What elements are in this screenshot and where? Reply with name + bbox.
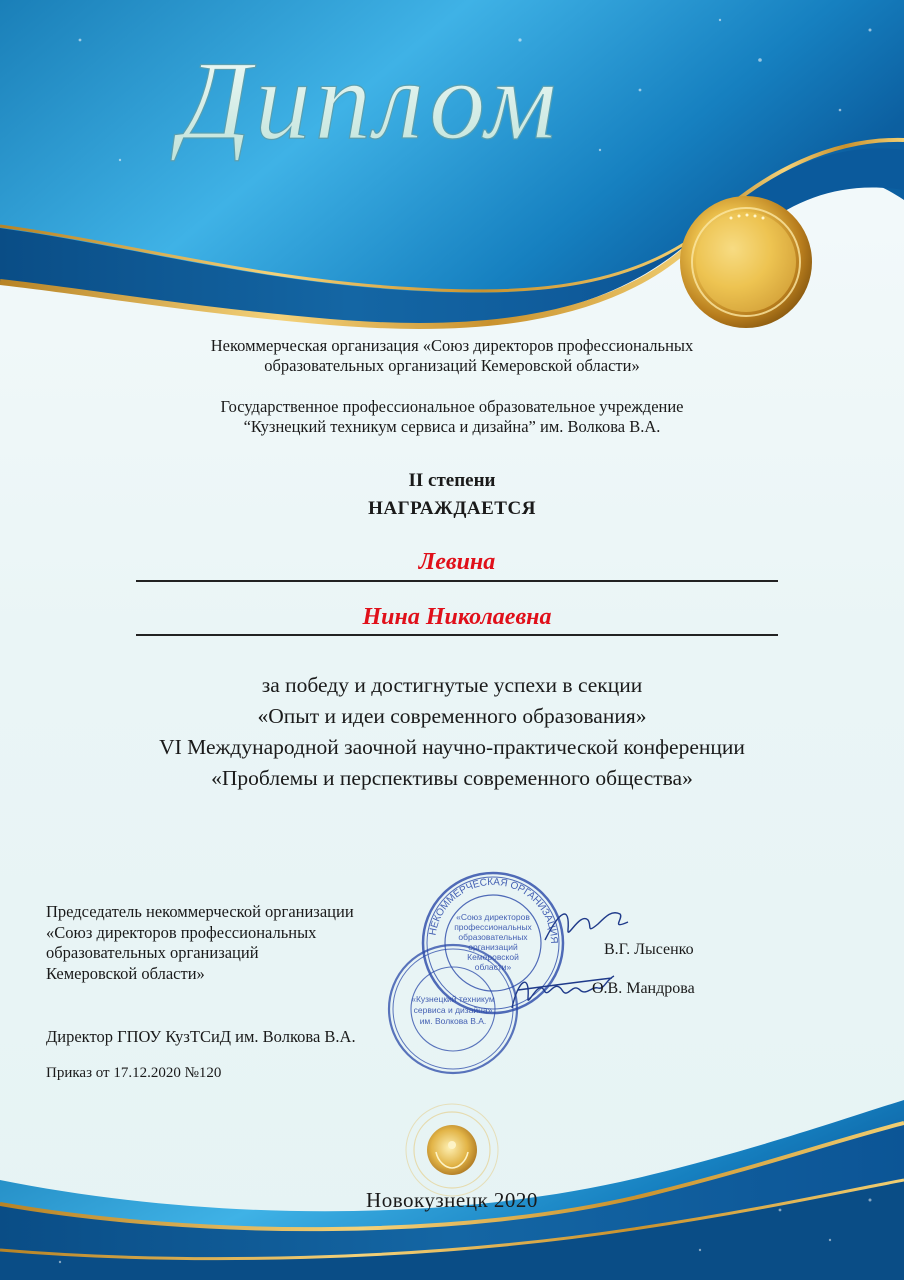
diploma-title (0, 40, 904, 170)
director-title: Директор ГПОУ КузТСиД им. Волкова В.А. (46, 1027, 356, 1046)
chairman-line-3: образовательных организаций (46, 943, 259, 962)
svg-text:«Кузнецкий техникум: «Кузнецкий техникум (411, 994, 495, 1004)
svg-text:области»: области» (474, 962, 512, 972)
svg-text:организаций: организаций (468, 942, 518, 952)
recipient-name: Нина Николаевна (362, 604, 552, 630)
svg-text:сервиса и дизайна»: сервиса и дизайна» (413, 1005, 493, 1015)
name-underline (136, 634, 778, 636)
chairman-name: В.Г. Лысенко (604, 941, 694, 958)
award-heading: НАГРАЖДАЕТСЯ (368, 498, 536, 519)
reason-line-3: VI Международной заочной научно-практической конференции (159, 735, 745, 759)
award-reason (60, 670, 844, 794)
chairman-line-2: «Союз директоров профессиональных (46, 922, 317, 942)
title-text: Диплом (179, 40, 561, 163)
organization-2-line-2: “Кузнецкий техникум сервиса и дизайна” им. Волкова В.А. (243, 417, 661, 436)
stamp-technical-school (384, 940, 522, 1078)
organization-2 (60, 397, 844, 437)
city-year: Новокузнецк 2020 (366, 1188, 538, 1212)
svg-text:образовательных: образовательных (458, 932, 528, 942)
award-degree: II степени (408, 470, 496, 491)
chairman-title (46, 902, 354, 984)
order-reference: Приказ от 17.12.2020 №120 (46, 1065, 222, 1081)
organization-1 (60, 336, 844, 376)
reason-line-2: «Опыт и идеи современного образования» (257, 704, 647, 728)
surname-underline (136, 580, 778, 582)
recipient-surname: Левина (418, 549, 496, 575)
organization-1-line-1: Некоммерческая организация «Союз директоров профессиональных (210, 336, 694, 355)
svg-text:профессиональных: профессиональных (454, 922, 532, 932)
organization-2-line-1: Государственное профессиональное образовательное учреждение (220, 397, 684, 416)
organization-1-line-2: образовательных организаций Кемеровской области» (264, 356, 640, 375)
reason-line-4: «Проблемы и перспективы современного общества» (211, 766, 693, 790)
stamp-1-ring-text: НЕКОММЕРЧЕСКАЯ ОРГАНИЗАЦИЯ (427, 876, 560, 944)
reason-line-1: за победу и достигнутые успехи в секции (261, 673, 643, 697)
svg-text:«Союз директоров: «Союз директоров (456, 912, 530, 922)
chairman-line-1: Председатель некоммерческой организации (46, 902, 354, 921)
svg-text:Кемеровской: Кемеровской (467, 952, 519, 962)
director-name: О.В. Мандрова (592, 980, 695, 997)
svg-text:им. Волкова В.А.: им. Волкова В.А. (419, 1016, 487, 1026)
chairman-line-4: Кемеровской области» (46, 963, 205, 983)
